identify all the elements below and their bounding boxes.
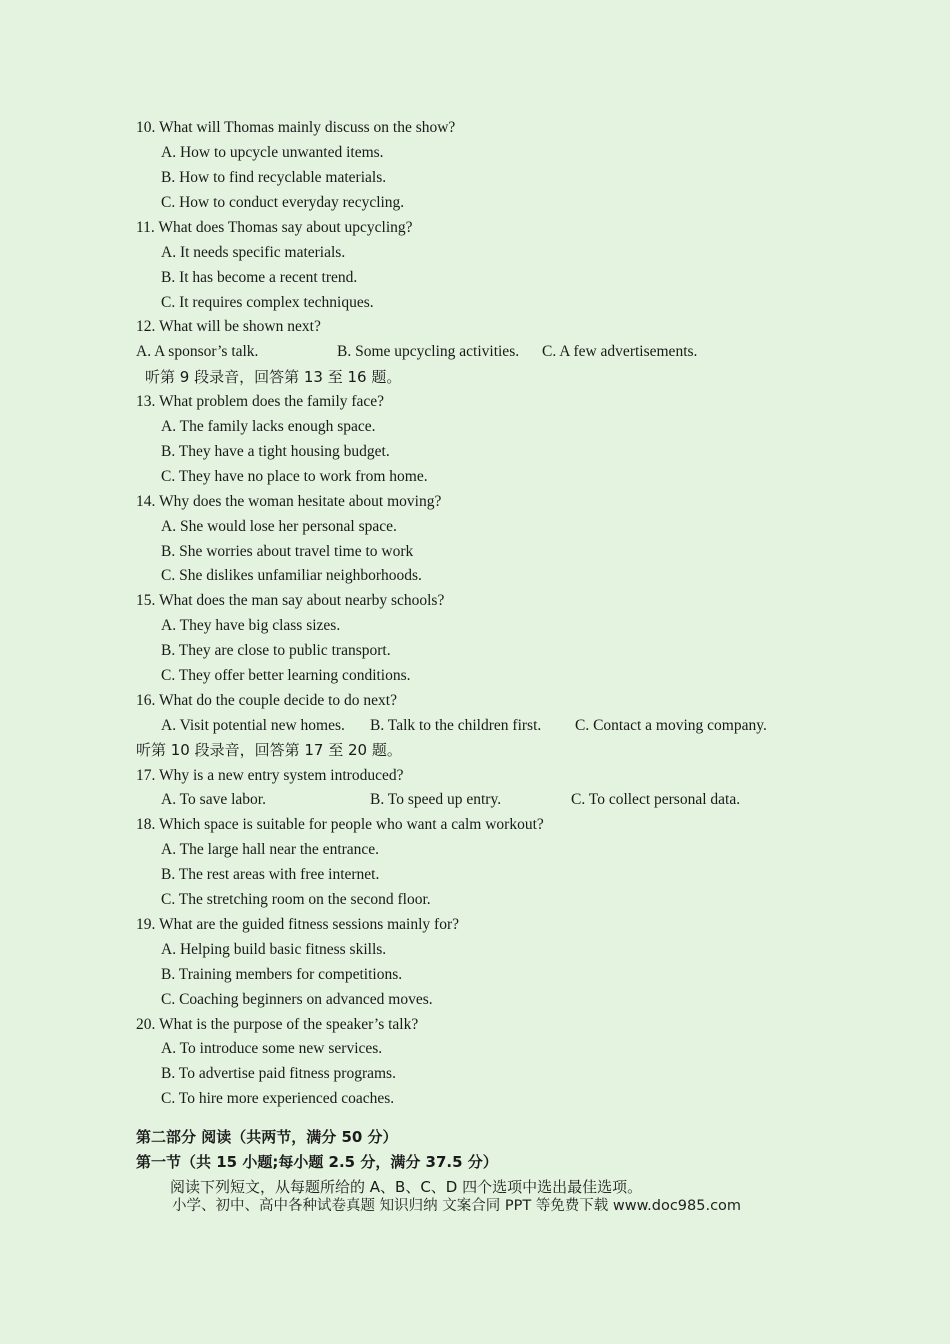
question-15: 15. What does the man say about nearby schools? <box>136 592 445 609</box>
option-12a: A. A sponsor’s talk. <box>136 343 259 360</box>
option-16c: C. Contact a moving company. <box>575 717 767 734</box>
option-14c: C. She dislikes unfamiliar neighborhoods. <box>161 567 422 584</box>
option-16a: A. Visit potential new homes. <box>161 717 345 734</box>
question-16: 16. What do the couple decide to do next? <box>136 692 397 709</box>
question-18: 18. Which space is suitable for people who want a calm workout? <box>136 816 544 833</box>
option-13c: C. They have no place to work from home. <box>161 468 428 485</box>
option-12c: C. A few advertisements. <box>542 343 698 360</box>
option-14a: A. She would lose her personal space. <box>161 518 397 535</box>
reading-instruction: 阅读下列短文，从每题所给的 A、B、C、D 四个选项中选出最佳选项。 <box>170 1178 643 1196</box>
option-10c: C. How to conduct everyday recycling. <box>161 194 405 211</box>
option-20c: C. To hire more experienced coaches. <box>161 1090 395 1107</box>
option-11b: B. It has become a recent trend. <box>161 269 358 286</box>
question-10: 10. What will Thomas mainly discuss on the show? <box>136 119 456 136</box>
option-17c: C. To collect personal data. <box>571 791 741 808</box>
option-17a: A. To save labor. <box>161 791 266 808</box>
option-10b: B. How to find recyclable materials. <box>161 169 387 186</box>
option-18c: C. The stretching room on the second floor. <box>161 891 431 908</box>
option-13a: A. The family lacks enough space. <box>161 418 376 435</box>
option-19b: B. Training members for competitions. <box>161 966 403 983</box>
question-11: 11. What does Thomas say about upcycling? <box>136 219 413 236</box>
section-9-instruction: 听第 9 段录音，回答第 13 至 16 题。 <box>145 368 402 386</box>
question-19: 19. What are the guided fitness sessions mainly for? <box>136 916 459 933</box>
question-20: 20. What is the purpose of the speaker’s talk? <box>136 1016 419 1033</box>
question-17: 17. Why is a new entry system introduced? <box>136 767 404 784</box>
section-one-heading: 第一节（共 15 小题;每小题 2.5 分，满分 37.5 分） <box>136 1153 498 1171</box>
section-10-instruction: 听第 10 段录音，回答第 17 至 20 题。 <box>136 741 402 759</box>
question-13: 13. What problem does the family face? <box>136 393 385 410</box>
option-10a: A. How to upcycle unwanted items. <box>161 144 384 161</box>
option-13b: B. They have a tight housing budget. <box>161 443 390 460</box>
option-16b: B. Talk to the children first. <box>370 717 542 734</box>
question-14: 14. Why does the woman hesitate about moving? <box>136 493 442 510</box>
footer-watermark: 小学、初中、高中各种试卷真题 知识归纳 文案合同 PPT 等免费下载 www.doc985.com <box>172 1198 742 1214</box>
question-12: 12. What will be shown next? <box>136 318 321 335</box>
option-20a: A. To introduce some new services. <box>161 1040 383 1057</box>
option-11a: A. It needs specific materials. <box>161 244 346 261</box>
option-17b: B. To speed up entry. <box>370 791 502 808</box>
option-19a: A. Helping build basic fitness skills. <box>161 941 387 958</box>
option-20b: B. To advertise paid fitness programs. <box>161 1065 396 1082</box>
option-18b: B. The rest areas with free internet. <box>161 866 380 883</box>
option-15b: B. They are close to public transport. <box>161 642 391 659</box>
option-19c: C. Coaching beginners on advanced moves. <box>161 991 433 1008</box>
option-15c: C. They offer better learning conditions. <box>161 667 411 684</box>
option-11c: C. It requires complex techniques. <box>161 294 374 311</box>
option-18a: A. The large hall near the entrance. <box>161 841 380 858</box>
option-14b: B. She worries about travel time to work <box>161 543 414 560</box>
option-12b: B. Some upcycling activities. <box>337 343 520 360</box>
option-15a: A. They have big class sizes. <box>161 617 341 634</box>
part-two-heading: 第二部分 阅读（共两节，满分 50 分） <box>136 1128 398 1146</box>
